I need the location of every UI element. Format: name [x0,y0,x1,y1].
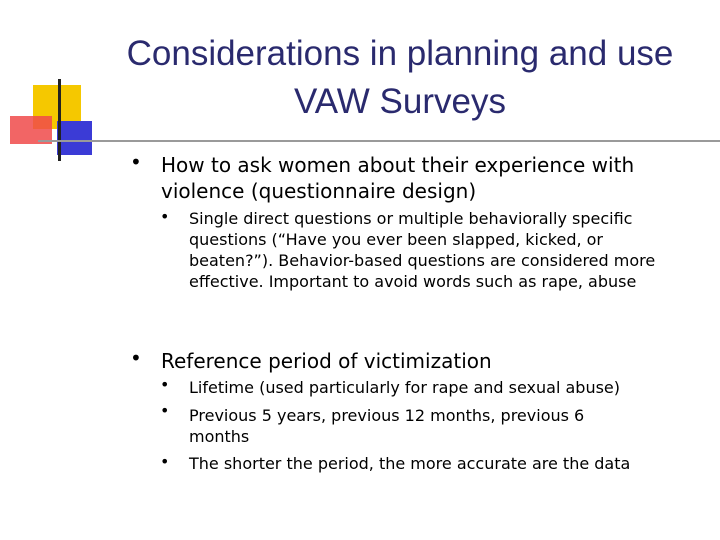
bullet-text: How to ask women about their experience with violence (questionnaire design) [161,153,635,203]
bullet-text: Reference period of victimization [161,349,492,373]
decor-vertical-line [58,79,61,161]
sub-bullet-text: Previous 5 years, previous 12 months, previous 6 months [189,406,585,446]
sub-bullet-text: Single direct questions or multiple behaviorally specific questions (“Have you ever been slapped, kicked, or beaten?”). Behavior-based questions are considered more effective. Important to avoid words such as rape, abuse [189,209,656,291]
bullet-dot: • [130,150,142,174]
sub-bullet-dot: • [160,401,170,420]
sub-bullet-text: Lifetime (used particularly for rape and sexual abuse) [189,378,621,397]
bullet-dot: • [130,346,142,370]
decor-blue-square [57,121,92,155]
sub-bullet-dot: • [160,375,170,394]
slide-title: Considerations in planning and use VAW Surveys [126,34,674,121]
sub-bullet-text: The shorter the period, the more accurate are the data [189,454,631,473]
title-divider [38,140,720,142]
sub-bullet-dot: • [160,207,170,226]
sub-bullet-dot: • [160,452,170,471]
